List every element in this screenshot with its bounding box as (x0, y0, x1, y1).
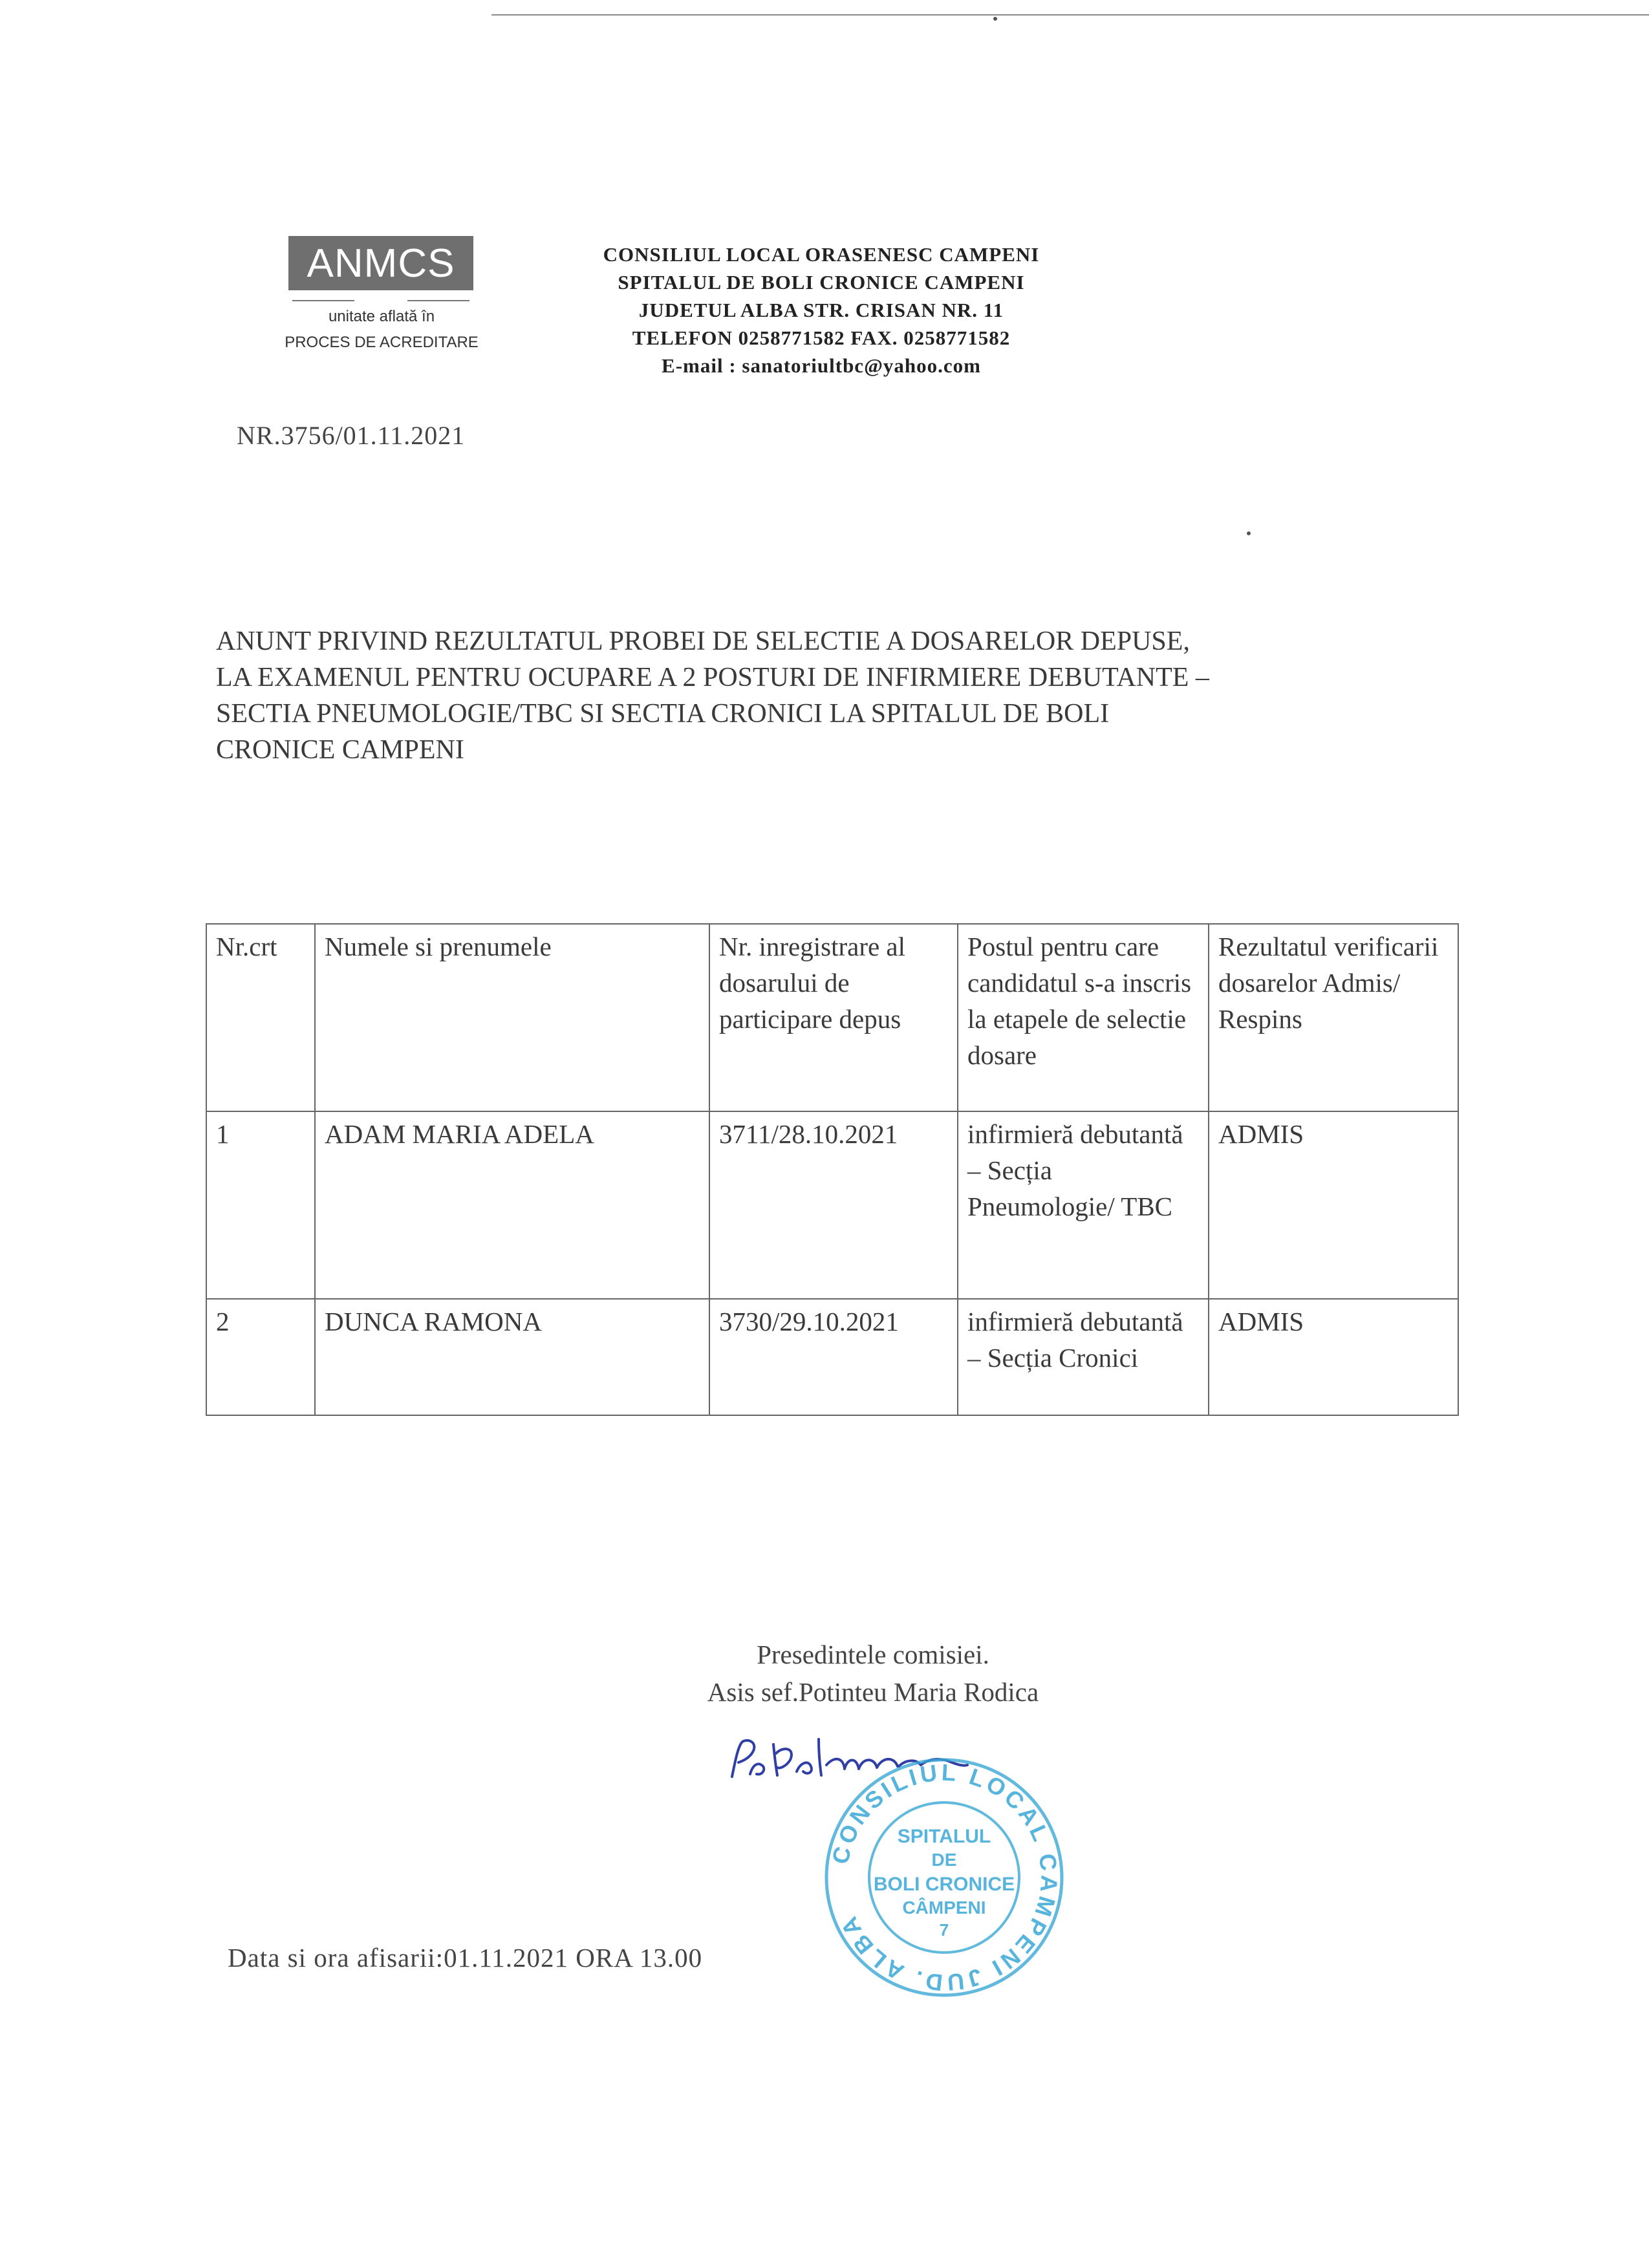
cell-registration: 3711/28.10.2021 (709, 1111, 958, 1299)
posting-datetime: Data si ora afisarii:01.11.2021 ORA 13.00 (228, 1943, 703, 1973)
scan-speck (993, 17, 997, 21)
scan-edge-line (491, 14, 1649, 16)
logo-subtitle-line2: PROCES DE ACREDITARE (285, 334, 479, 351)
title-line: ANUNT PRIVIND REZULTATUL PROBEI DE SELECTIE A DOSARELOR DEPUSE, (216, 626, 1190, 656)
stamp-line: 7 (939, 1920, 949, 1940)
stamp-line: DE (931, 1850, 957, 1870)
stamp-line: SPITALUL (897, 1826, 991, 1847)
header-line: E-mail : sanatoriultbc@yahoo.com (662, 354, 981, 377)
header-line: JUDETUL ALBA STR. CRISAN NR. 11 (638, 299, 1004, 321)
cell-post: infirmieră debutantă – Secția Pneumologie/ TBC (958, 1111, 1209, 1299)
institution-header (543, 241, 1099, 380)
signatory-block (582, 1636, 1164, 1711)
header-line: SPITALUL DE BOLI CRONICE CAMPENI (618, 271, 1025, 294)
logo-subtitle-line1: unitate aflată în (328, 308, 435, 325)
header-line: CONSILIUL LOCAL ORASENESC CAMPENI (603, 243, 1040, 266)
cell-result: ADMIS (1209, 1111, 1458, 1299)
cell-name: ADAM MARIA ADELA (315, 1111, 709, 1299)
table-row (206, 1299, 1458, 1415)
stamp-line: CÂMPENI (902, 1898, 986, 1918)
title-line: CRONICE CAMPENI (216, 735, 464, 765)
stamp-line: BOLI CRONICE (873, 1874, 1015, 1895)
anmcs-logo: ANMCS (288, 236, 473, 290)
logo-rule-left (292, 300, 354, 301)
header-result: Rezultatul verificarii dosarelor Admis/ Respins (1209, 924, 1458, 1111)
title-line: LA EXAMENUL PENTRU OCUPARE A 2 POSTURI DE INFIRMIERE DEBUTANTE – (216, 663, 1209, 692)
header-registration: Nr. inregistrare al dosarului de participare depus (709, 924, 958, 1111)
stamp-outer-text: CONSILIUL LOCAL CAMPENI JUD. ALBA (826, 1759, 1063, 1996)
header-name: Numele si prenumele (315, 924, 709, 1111)
cell-result: ADMIS (1209, 1299, 1458, 1415)
signatory-role: Presedintele comisiei. (757, 1640, 989, 1669)
results-table (206, 923, 1459, 1416)
cell-registration: 3730/29.10.2021 (709, 1299, 958, 1415)
cell-post: infirmieră debutantă – Secția Cronici (958, 1299, 1209, 1415)
title-line: SECTIA PNEUMOLOGIE/TBC SI SECTIA CRONICI LA SPITALUL DE BOLI (216, 699, 1110, 729)
cell-nr: 2 (206, 1299, 315, 1415)
header-line: TELEFON 0258771582 FAX. 0258771582 (632, 326, 1011, 349)
header-post: Postul pentru care candidatul s-a inscris la etapele de selectie dosare (958, 924, 1209, 1111)
registration-number: NR.3756/01.11.2021 (237, 421, 466, 450)
logo-rule-right (407, 300, 469, 301)
institution-stamp (820, 1753, 1068, 2002)
table-row (206, 1111, 1458, 1299)
cell-nr: 1 (206, 1111, 315, 1299)
scan-speck (1247, 531, 1251, 535)
header-nr: Nr.crt (206, 924, 315, 1111)
table-header-row (206, 924, 1458, 1111)
signatory-name: Asis sef.Potinteu Maria Rodica (707, 1677, 1039, 1707)
announcement-title (216, 623, 1445, 768)
cell-name: DUNCA RAMONA (315, 1299, 709, 1415)
